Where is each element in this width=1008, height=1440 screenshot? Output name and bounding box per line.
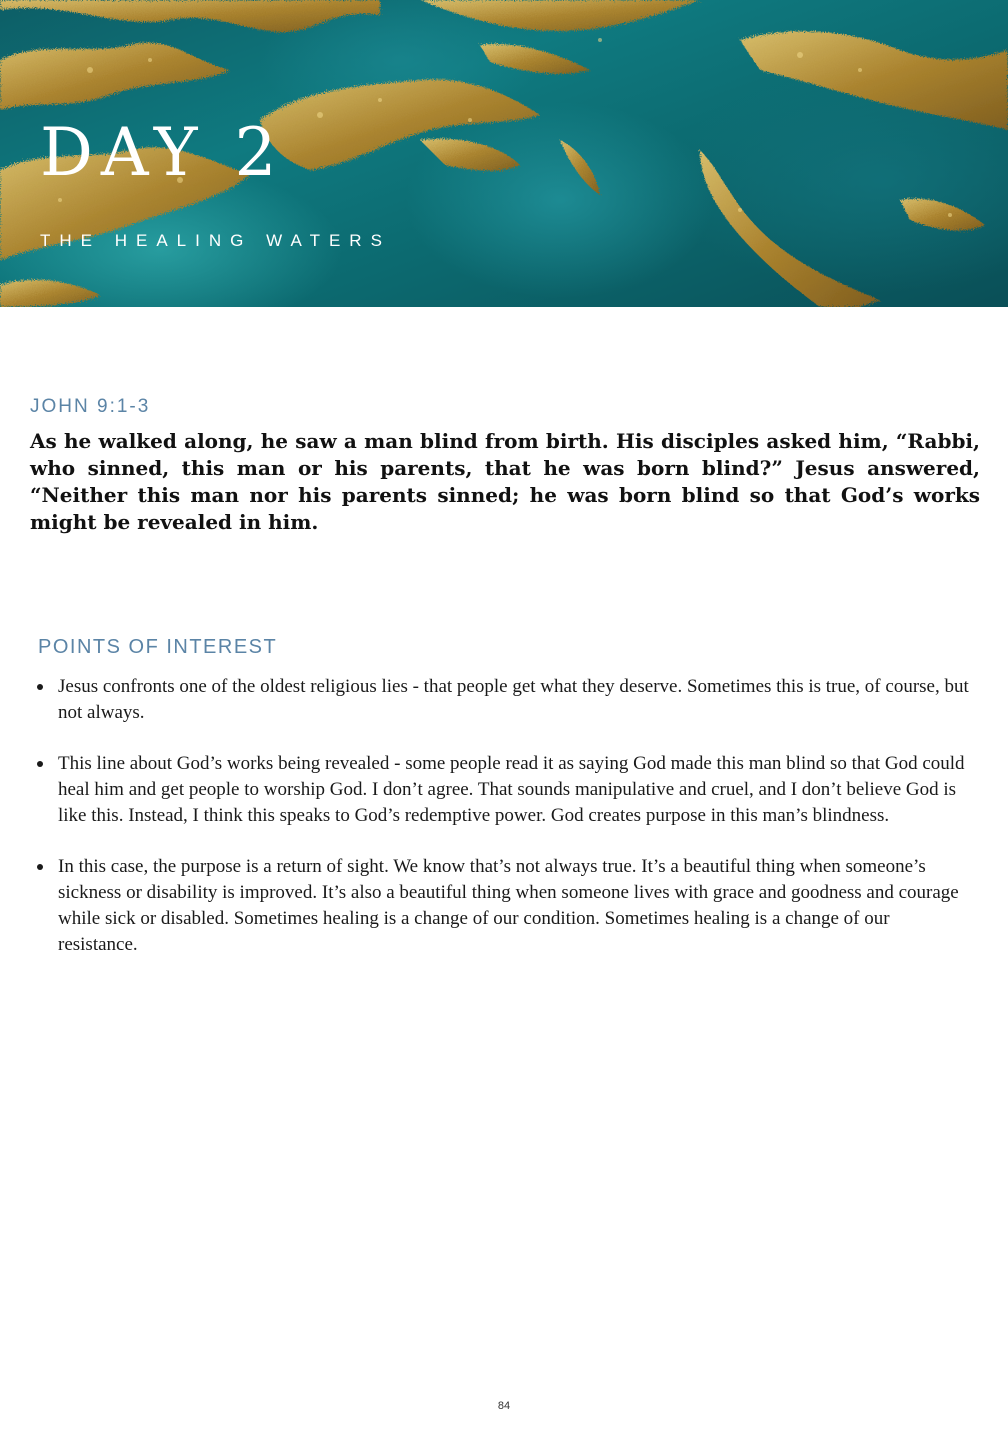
page-subtitle: THE HEALING WATERS <box>40 231 391 250</box>
page-number: 84 <box>497 1400 511 1412</box>
list-item <box>58 674 973 726</box>
bullet-icon <box>37 864 43 870</box>
page-title: DAY 2 <box>40 114 285 191</box>
points-list <box>58 674 973 983</box>
list-item <box>58 751 973 829</box>
bullet-icon <box>37 761 43 767</box>
scripture-text: As he walked along, he saw a man blind from birth. His disciples asked him, “Rabbi, who sinned, this man or his parents, that he was born blind?” Jesus answered, “Neither this man nor his parents sinned; he was born blind so that God’s works might be revealed in him. <box>30 429 980 534</box>
point-text: In this case, the purpose is a return of sight. We know that’s not always true. It’s a beautiful thing when someone’s sickness or disability is improved. It’s also a beautiful thing when someone lives with grace and goodness and courage while sick or disabled. Sometimes healing is a change of our condition. Sometimes healing is a change of our resistance. <box>58 856 959 955</box>
header-banner <box>0 0 1008 307</box>
scripture-reference: JOHN 9:1-3 <box>30 396 151 417</box>
point-text: Jesus confronts one of the oldest religious lies - that people get what they deserve. Sometimes this is true, of course, but not always. <box>58 676 969 723</box>
list-item <box>58 854 973 958</box>
point-text: This line about God’s works being revealed - some people read it as saying God made this man blind so that God could heal him and get people to worship God. I don’t agree. That sounds manipulative and cruel, and I don’t believe God is like this. Instead, I think this speaks to God’s redemptive power. God creates purpose in this man’s blindness. <box>58 753 965 826</box>
points-heading: POINTS OF INTEREST <box>38 636 278 658</box>
bullet-icon <box>37 684 43 690</box>
